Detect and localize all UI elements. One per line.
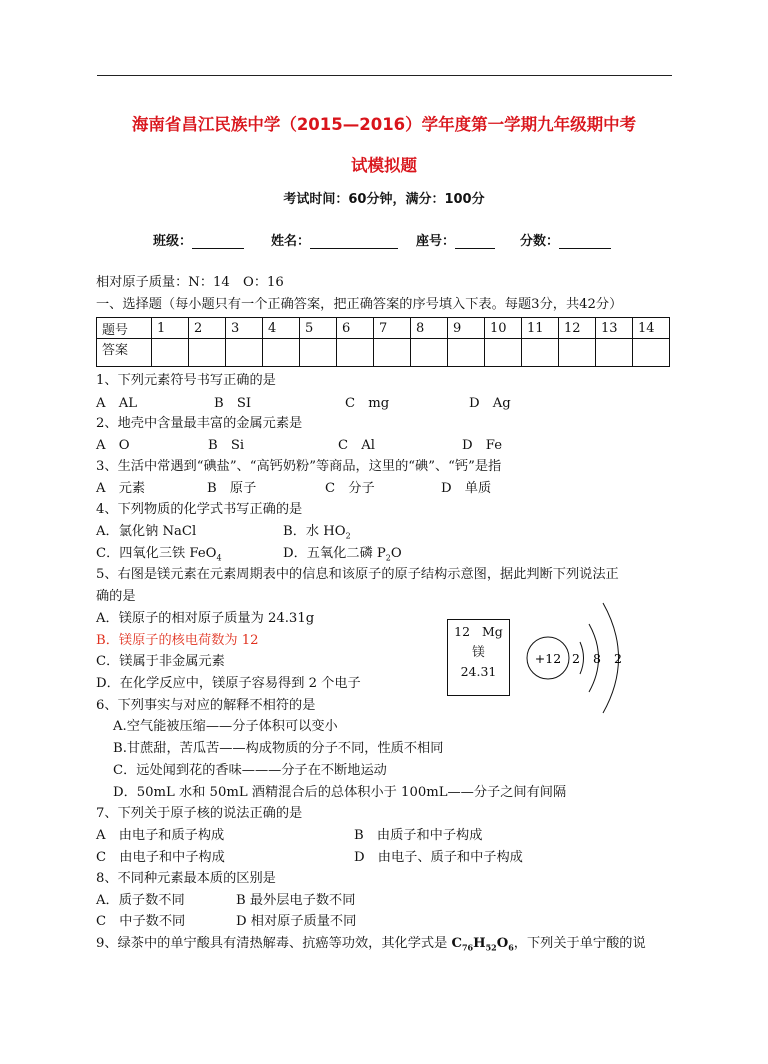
q4-option-b-subscript: 2: [345, 531, 351, 541]
table-cell-number: 4: [263, 318, 300, 339]
q8-option-c: C 中子数不同: [96, 914, 186, 929]
q2-option-a: A O: [96, 438, 130, 453]
answer-cell[interactable]: [152, 339, 189, 367]
formula-element: H: [473, 936, 486, 951]
q4-option-a: A．氯化钠 NaCl: [96, 524, 197, 539]
q1-option-c: C mg: [345, 396, 390, 411]
shell-electrons-3: 2: [614, 651, 622, 666]
section-1-heading: 一、选择题（每小题只有一个正确答案，把正确答案的序号填入下表。每题3分，共42分）: [96, 297, 623, 312]
answer-table: [96, 317, 670, 367]
q9-stem-tail: ，下列关于单宁酸的说: [513, 936, 646, 951]
table-cell-number: 14: [633, 318, 670, 339]
q4-option-d-text: D．五氧化二磷 P: [283, 546, 386, 561]
q7-option-a: A 由电子和质子构成: [96, 828, 225, 843]
q4-option-d: [283, 545, 402, 568]
seat-field: [416, 230, 495, 249]
question-number-row: [97, 318, 670, 339]
answer-cell[interactable]: [522, 339, 559, 367]
q4-option-c-subscript: 4: [216, 553, 222, 563]
question-1-stem: 1、下列元素符号书写正确的是: [96, 373, 276, 388]
q2-option-c: C Al: [338, 438, 376, 453]
element-name: 镁: [472, 644, 485, 659]
q1-option-a: A AL: [96, 396, 137, 411]
table-cell-number: 3: [226, 318, 263, 339]
q9-stem-text: 9、绿茶中的单宁酸具有清热解毒、抗癌等功效，其化学式是: [96, 936, 452, 951]
periodic-table-cell: [447, 619, 510, 696]
answer-cell[interactable]: [596, 339, 633, 367]
formula-subscript: 52: [485, 942, 497, 953]
q2-option-b: B Si: [208, 438, 245, 453]
question-6-stem: 6、下列事实与对应的解释不相符的是: [96, 698, 316, 713]
table-cell-number: 10: [485, 318, 522, 339]
atomic-mass-note: 相对原子质量：N：14 O：16: [96, 275, 284, 290]
q6-option-d: D．50mL 水和 50mL 酒精混合后的总体积小于 100mL——分子之间有间隔: [113, 785, 567, 800]
q8-option-b: B 最外层电子数不同: [236, 893, 356, 908]
q5-option-d: D．在化学反应中，镁原子容易得到 2 个电子: [96, 676, 361, 691]
answer-row: [97, 339, 670, 367]
question-4-stem: 4、下列物质的化学式书写正确的是: [96, 502, 303, 517]
q4-option-b-text: B．水 HO: [283, 524, 346, 539]
answer-cell[interactable]: [189, 339, 226, 367]
table-cell-number: 9: [448, 318, 485, 339]
q1-option-b: B SI: [214, 396, 252, 411]
formula-subscript: 6: [508, 942, 514, 953]
q4-option-c: [96, 545, 222, 568]
q7-option-d: D 由电子、质子和中子构成: [354, 850, 523, 865]
name-blank[interactable]: [310, 234, 398, 249]
header-rule: [97, 75, 672, 76]
question-9-stem: [96, 935, 646, 957]
table-header-answer: 答案: [97, 339, 152, 367]
class-field: [153, 230, 244, 249]
shell-electrons-1: 2: [572, 651, 580, 666]
table-cell-number: 12: [559, 318, 596, 339]
q4-option-d-tail: O: [390, 546, 402, 561]
q7-option-c: C 由电子和中子构成: [96, 850, 225, 865]
answer-cell[interactable]: [485, 339, 522, 367]
seat-label: 座号：: [416, 234, 456, 249]
q3-option-b: B 原子: [207, 481, 257, 496]
atomic-mass: 24.31: [460, 664, 497, 679]
answer-cell[interactable]: [411, 339, 448, 367]
answer-cell[interactable]: [633, 339, 670, 367]
table-cell-number: 7: [374, 318, 411, 339]
table-cell-number: 11: [522, 318, 559, 339]
answer-cell[interactable]: [300, 339, 337, 367]
score-blank[interactable]: [559, 234, 611, 249]
q3-option-c: C 分子: [325, 481, 375, 496]
element-symbol: Mg: [482, 624, 503, 639]
class-label: 班级：: [153, 234, 193, 249]
electron-shell-1: [580, 642, 584, 674]
q5-option-a: A．镁原子的相对原子质量为 24.31g: [96, 611, 315, 626]
q6-option-b: B.甘蔗甜，苦瓜苦——构成物质的分子不同，性质不相同: [113, 741, 444, 756]
exam-info: 考试时间：60分钟，满分：100分: [283, 192, 485, 207]
question-3-stem: 3、生活中常遇到“碘盐”、“高钙奶粉”等商品，这里的“碘”、“钙”是指: [96, 459, 502, 474]
score-label: 分数：: [520, 234, 560, 249]
formula-element: C: [451, 936, 462, 951]
answer-cell[interactable]: [559, 339, 596, 367]
table-cell-number: 1: [152, 318, 189, 339]
q5-option-c: C．镁属于非金属元素: [96, 654, 225, 669]
q3-option-a: A 元素: [96, 481, 146, 496]
answer-cell[interactable]: [226, 339, 263, 367]
table-cell-number: 5: [300, 318, 337, 339]
seat-blank[interactable]: [455, 234, 495, 249]
q1-option-d: D Ag: [469, 396, 511, 411]
table-cell-number: 2: [189, 318, 226, 339]
q6-option-a: A.空气能被压缩——分子体积可以变小: [113, 719, 338, 734]
formula-element: O: [496, 936, 509, 951]
name-label: 姓名：: [271, 234, 311, 249]
q2-option-d: D Fe: [462, 438, 502, 453]
answer-cell[interactable]: [337, 339, 374, 367]
exam-title-line1: 海南省昌江民族中学（2015—2016）学年度第一学期九年级期中考: [131, 115, 637, 134]
element-header: [448, 622, 509, 642]
q8-option-a: A．质子数不同: [96, 893, 185, 908]
answer-cell[interactable]: [448, 339, 485, 367]
question-5-stem: 5、右图是镁元素在元素周期表中的信息和该原子的原子结构示意图，据此判断下列说法正: [96, 567, 619, 582]
shell-electrons-2: 8: [593, 651, 601, 666]
question-5-stem-cont: 确的是: [96, 589, 136, 604]
q4-option-d-subscript: 2: [385, 553, 391, 563]
q5-option-b: B．镁原子的核电荷数为 12: [96, 633, 259, 648]
class-blank[interactable]: [192, 234, 244, 249]
answer-cell[interactable]: [263, 339, 300, 367]
q9-formula: [451, 936, 513, 951]
q4-option-c-text: C．四氧化三铁 FeO: [96, 546, 217, 561]
atom-structure-diagram: [520, 598, 632, 718]
formula-subscript: 76: [461, 942, 474, 953]
score-field: [520, 230, 611, 249]
table-cell-number: 6: [337, 318, 374, 339]
question-7-stem: 7、下列关于原子核的说法正确的是: [96, 806, 303, 821]
q4-option-b: [283, 523, 351, 546]
q7-option-b: B 由质子和中子构成: [354, 828, 483, 843]
table-header-question: 题号: [97, 318, 152, 339]
q8-option-d: D 相对原子质量不同: [236, 914, 357, 929]
table-cell-number: 13: [596, 318, 633, 339]
name-field: [271, 230, 398, 249]
atomic-number: 12: [454, 624, 471, 639]
table-cell-number: 8: [411, 318, 448, 339]
question-2-stem: 2、地壳中含量最丰富的金属元素是: [96, 416, 303, 431]
q6-option-c: C．远处闻到花的香味———分子在不断地运动: [113, 763, 387, 778]
q3-option-d: D 单质: [441, 481, 492, 496]
nucleus-charge: +12: [534, 651, 562, 666]
question-8-stem: 8、不同种元素最本质的区别是: [96, 871, 276, 886]
exam-title-line2: 试模拟题: [351, 156, 417, 175]
answer-cell[interactable]: [374, 339, 411, 367]
